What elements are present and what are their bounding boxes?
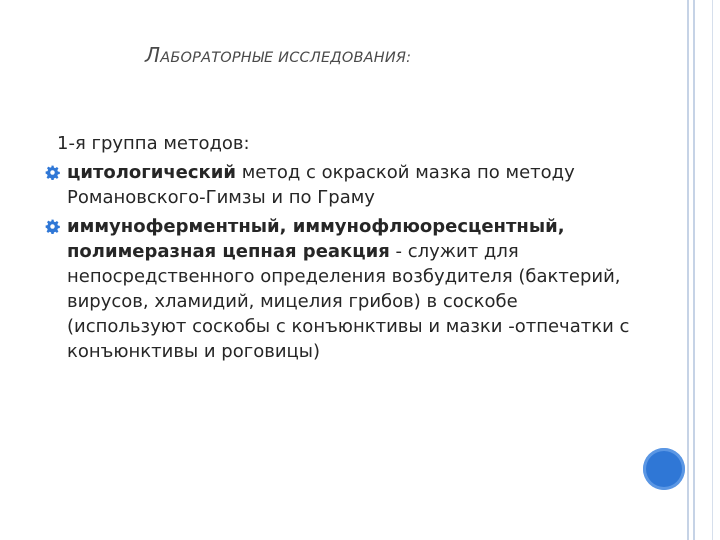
gear-icon (43, 217, 61, 235)
intro-text: 1-я группа методов: (57, 133, 250, 154)
right-rail-line (712, 0, 713, 540)
title-first-letter: Л (145, 43, 161, 67)
right-rail-line (687, 0, 689, 540)
right-rail-line (693, 0, 695, 540)
gear-icon (43, 163, 61, 181)
circle-icon (643, 448, 685, 490)
list-item (43, 160, 633, 210)
item-bold-text: иммуноферментный, иммунофлюоресцентный, полимеразная цепная реакция (67, 216, 565, 262)
list-item (43, 214, 633, 364)
item-text: - служит для непосредственного определения возбудителя (бактерий, вирусов, хламидий, мицелия грибов) в соскобе (используют соскобы с конъюнктивы и мазки -отпечатки с конъюнктивы и роговицы) (67, 241, 630, 362)
title-rest: АБОРАТОРНЫЕ ИССЛЕДОВАНИЯ: (160, 50, 412, 66)
item-bold-text: цитологический (67, 162, 236, 183)
item-text: метод с окраской мазка по методу Романовского-Гимзы и по Граму (67, 162, 575, 208)
slide-body (43, 131, 633, 368)
slide-title (145, 43, 605, 67)
